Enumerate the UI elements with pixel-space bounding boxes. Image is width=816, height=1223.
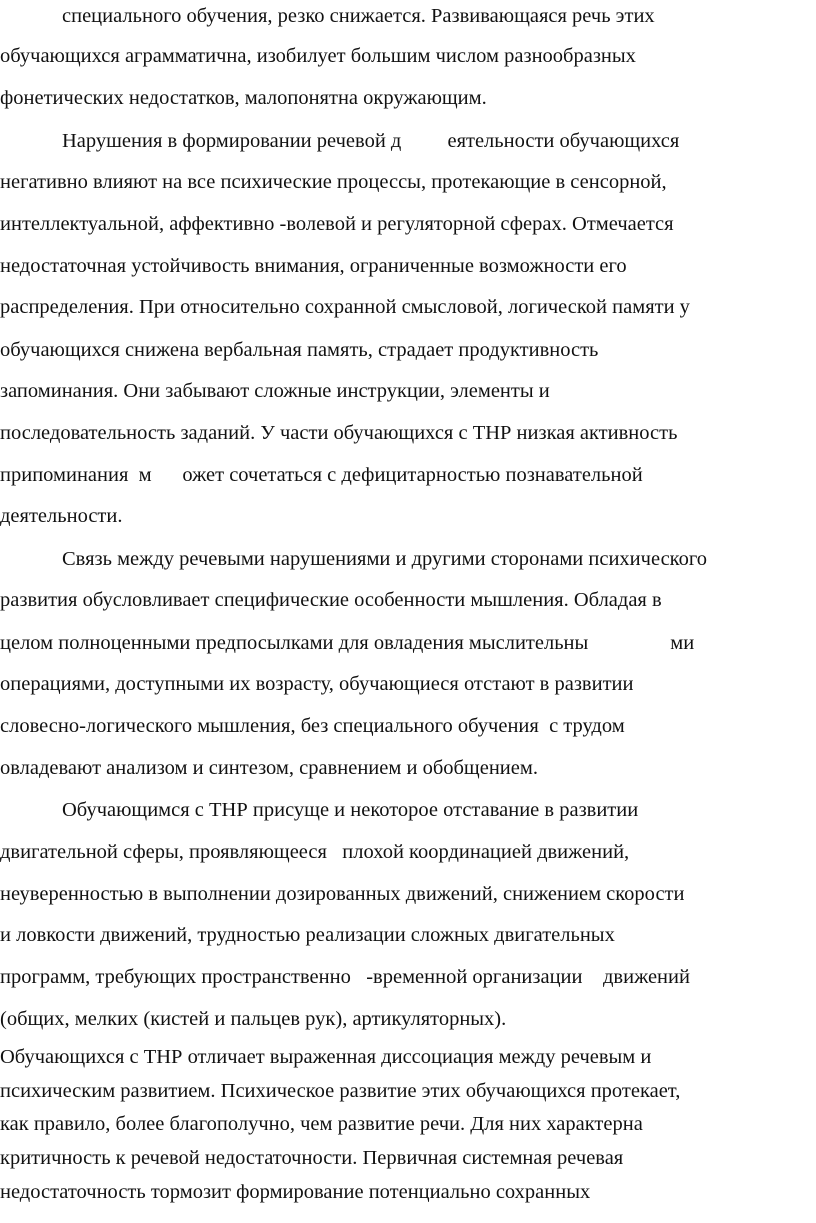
text-line: целом полноценными предпосылками для овладения мыслительны ми	[0, 632, 695, 654]
paragraph-first-line: Обучающихся с ТНР отличает выраженная диссоциация между речевым и	[0, 1046, 652, 1068]
text-line: обучающихся аграмматична, изобилует большим числом разнообразных	[0, 45, 636, 67]
paragraph-first-line: Связь между речевыми нарушениями и другими сторонами психического	[62, 548, 707, 570]
text-line: фонетических недостатков, малопонятна окружающим.	[0, 87, 487, 109]
text-line: программ, требующих пространственно -временной организации движений	[0, 966, 690, 988]
text-line: двигательной сферы, проявляющееся плохой координацией движений,	[0, 841, 630, 863]
text-line: словесно-логического мышления, без специального обучения с трудом	[0, 715, 625, 737]
text-line: недостаточность тормозит формирование потенциально сохранных	[0, 1181, 591, 1203]
text-line: недостаточная устойчивость внимания, ограниченные возможности его	[0, 255, 627, 277]
text-line: запоминания. Они забывают сложные инструкции, элементы и	[0, 380, 550, 402]
paragraph-first-line: Нарушения в формировании речевой д еятельности обучающихся	[62, 130, 680, 152]
text-line: распределения. При относительно сохранной смысловой, логической памяти у	[0, 296, 690, 318]
text-line: неуверенностью в выполнении дозированных движений, снижением скорости	[0, 883, 685, 905]
text-line: (общих, мелких (кистей и пальцев рук), артикуляторных).	[0, 1008, 507, 1030]
text-line: последовательность заданий. У части обучающихся с ТНР низкая активность	[0, 422, 678, 444]
paragraph-first-line: Обучающимся с ТНР присуще и некоторое отставание в развитии	[62, 799, 639, 821]
text-line: негативно влияют на все психические процессы, протекающие в сенсорной,	[0, 171, 667, 193]
text-line: и ловкости движений, трудностью реализации сложных двигательных	[0, 924, 615, 946]
text-line: психическим развитием. Психическое развитие этих обучающихся протекает,	[0, 1080, 681, 1102]
text-line: припоминания м ожет сочетаться с дефицитарностью познавательной	[0, 464, 643, 486]
text-line: специального обучения, резко снижается. Развивающаяся речь этих	[62, 5, 655, 27]
text-line: интеллектуальной, аффективно -волевой и регуляторной сферах. Отмечается	[0, 213, 674, 235]
text-line: развития обусловливает специфические особенности мышления. Обладая в	[0, 589, 662, 611]
text-line: операциями, доступными их возрасту, обучающиеся отстают в развитии	[0, 673, 634, 695]
text-line: овладевают анализом и синтезом, сравнением и обобщением.	[0, 757, 538, 779]
text-line: обучающихся снижена вербальная память, страдает продуктивность	[0, 339, 599, 361]
text-line: критичность к речевой недостаточности. Первичная системная речевая	[0, 1147, 624, 1169]
text-line: деятельности.	[0, 505, 123, 527]
text-line: как правило, более благополучно, чем развитие речи. Для них характерна	[0, 1113, 643, 1135]
